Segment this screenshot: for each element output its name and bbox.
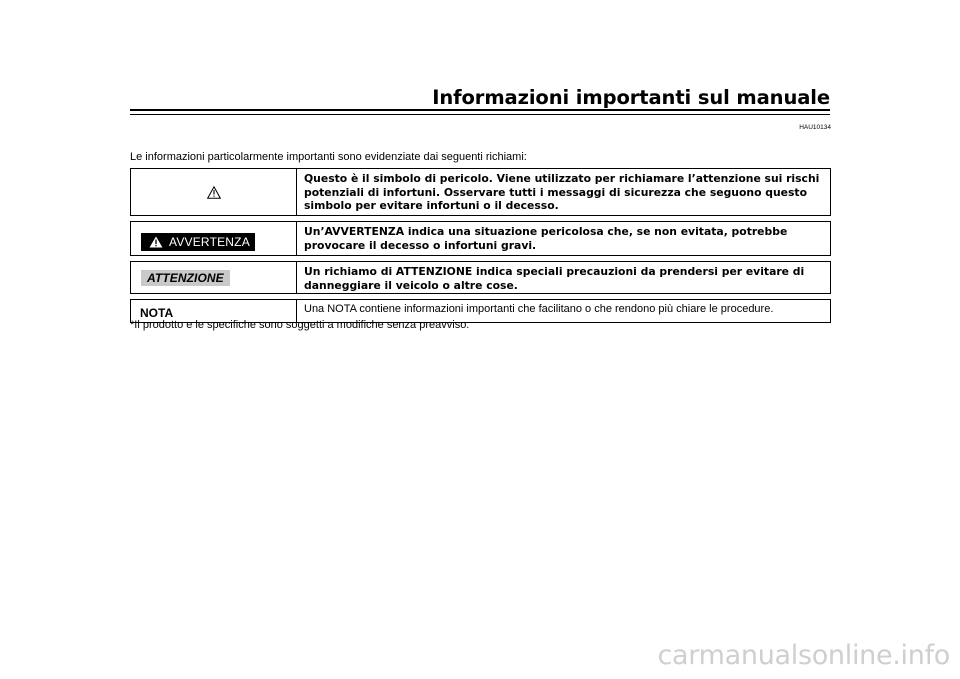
warning-badge [141, 233, 255, 251]
warning-exclamation-icon [149, 236, 163, 248]
title-rule-thick [130, 109, 830, 111]
warning-symbol-cell [130, 221, 297, 256]
intro-text: Le informazioni particolarmente importanti sono evidenziate dai seguenti richiami: [130, 151, 527, 163]
section-code: HAU10134 [799, 124, 831, 131]
warning-triangle-icon [207, 186, 221, 199]
watermark: carmanualsonline.info [657, 640, 950, 671]
caution-row [130, 261, 831, 294]
danger-symbol-cell [130, 168, 297, 216]
caution-label: ATTENZIONE [141, 270, 230, 286]
danger-text: Questo è il simbolo di pericolo. Viene utilizzato per richiamare l’attenzione sui rischi potenziali di infortuni. Osservare tutti i messaggi di sicurezza che seguono questo simbolo per evitare infortuni o il decesso. [297, 168, 831, 216]
caution-symbol-cell [130, 261, 297, 294]
note-label: NOTA [140, 306, 174, 320]
note-text: Una NOTA contiene informazioni importanti che facilitano o che rendono più chiare le procedure. [297, 299, 831, 323]
warning-label: AVVERTENZA [169, 235, 250, 249]
notices-table [130, 168, 831, 323]
warning-text: Un’AVVERTENZA indica una situazione pericolosa che, se non evitata, potrebbe provocare il decesso o infortuni gravi. [297, 221, 831, 256]
page-title: Informazioni importanti sul manuale [432, 86, 830, 109]
caution-text: Un richiamo di ATTENZIONE indica speciali precauzioni da prendersi per evitare di danneggiare il veicolo o altre cose. [297, 261, 831, 294]
title-rule-thin [130, 114, 830, 115]
danger-row [130, 168, 831, 216]
warning-row [130, 221, 831, 256]
footnote: *Il prodotto e le specifiche sono soggetti a modifiche senza preavviso. [130, 319, 470, 331]
